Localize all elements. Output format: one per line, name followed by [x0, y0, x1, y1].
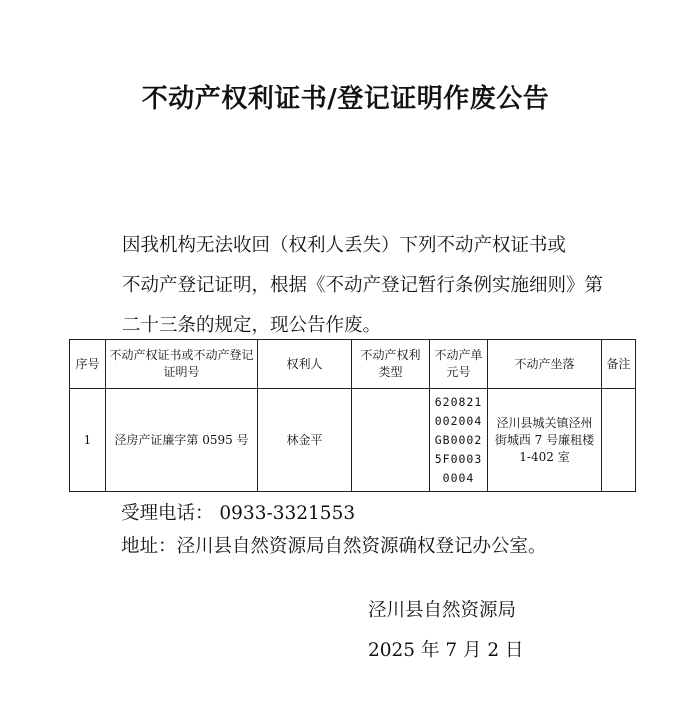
issuing-organization: 泾川县自然资源局: [368, 600, 517, 621]
header-seq: 序号: [70, 340, 106, 389]
contact-phone: 受理电话： 0933-3321553: [121, 503, 356, 524]
cell-note: [602, 389, 636, 492]
intro-line-3: 二十三条的规定，现公告作废。: [122, 315, 382, 336]
header-note: 备注: [602, 340, 636, 389]
header-owner: 权利人: [258, 340, 352, 389]
intro-line-2: 不动产登记证明，根据《不动产登记暂行条例实施细则》第: [122, 275, 604, 296]
table-row: [70, 389, 636, 492]
header-unit: 不动产单元号: [430, 340, 488, 389]
notice-title: 不动产权利证书/登记证明作废公告: [141, 84, 550, 114]
cell-unit: 620821002004GB00025F00030004: [430, 389, 488, 492]
cell-owner: 林金平: [258, 389, 352, 492]
header-type: 不动产权利类型: [352, 340, 430, 389]
contact-address: 地址：泾川县自然资源局自然资源确权登记办公室。: [121, 536, 547, 557]
issue-date: 2025 年 7 月 2 日: [368, 640, 524, 661]
table-header-row: [70, 340, 636, 389]
header-location: 不动产坐落: [488, 340, 602, 389]
cell-seq: 1: [70, 389, 106, 492]
void-certificate-table: [69, 339, 636, 492]
cell-type: [352, 389, 430, 492]
cell-cert: 泾房产证廉字第 0595 号: [106, 389, 258, 492]
intro-line-1: 因我机构无法收回（权利人丢失）下列不动产权证书或: [122, 235, 567, 256]
intro-paragraph: [79, 226, 639, 346]
cell-location: 泾川县城关镇泾州街城西 7 号廉租楼 1-402 室: [488, 389, 602, 492]
header-cert: 不动产权证书或不动产登记证明号: [106, 340, 258, 389]
